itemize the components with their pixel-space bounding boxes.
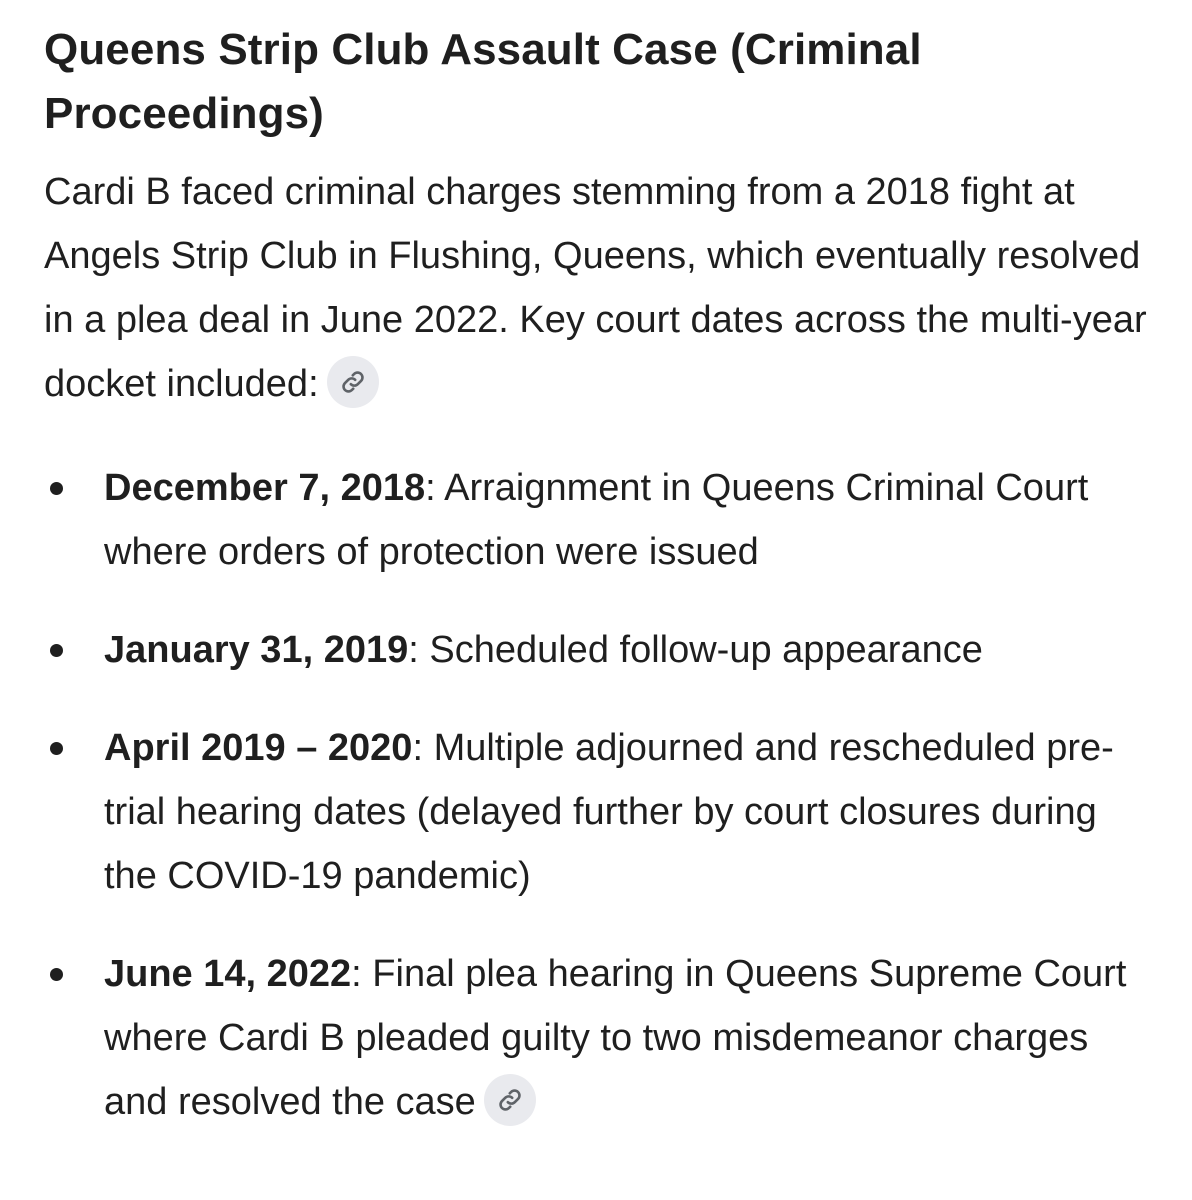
item-date: December 7, 2018 (104, 467, 426, 509)
section-heading: Queens Strip Club Assault Case (Criminal Proceedings) (44, 25, 922, 138)
bullet-point (50, 968, 63, 981)
bullet-point (50, 482, 63, 495)
item-text: Multiple adjourned and rescheduled pre-trial hearing dates (delayed further by court closures during the COVID-19 pandemic) (104, 727, 1114, 897)
source-link-button[interactable] (484, 1074, 536, 1126)
item-date: January 31, 2019 (104, 629, 409, 671)
list-item (44, 716, 1154, 908)
item-text: Scheduled follow-up appearance (429, 629, 983, 671)
list-item (44, 942, 1154, 1134)
item-separator: : (408, 629, 430, 671)
item-separator: : (412, 727, 434, 769)
court-dates-list (44, 456, 1154, 1134)
item-date: June 14, 2022 (104, 953, 352, 995)
link-icon (497, 1087, 523, 1113)
list-item (44, 456, 1154, 584)
source-link-button[interactable] (327, 356, 379, 408)
item-separator: : (351, 953, 373, 995)
intro-paragraph (44, 160, 1154, 416)
bullet-point (50, 742, 63, 755)
list-item (44, 618, 1154, 682)
link-icon (340, 369, 366, 395)
bullet-point (50, 644, 63, 657)
item-text: Final plea hearing in Queens Supreme Court where Cardi B pleaded guilty to two misdemeanor charges and resolved the case (104, 953, 1127, 1123)
response-content (44, 18, 1154, 1168)
intro-text: Cardi B faced criminal charges stemming from a 2018 fight at Angels Strip Club in Flushing, Queens, which eventually resolved in a plea deal in June 2022. Key court dates across the multi-year docket included: (44, 171, 1147, 405)
item-text: Arraignment in Queens Criminal Court where orders of protection were issued (104, 467, 1089, 573)
item-separator: : (425, 467, 445, 509)
item-date: April 2019 – 2020 (104, 727, 413, 769)
